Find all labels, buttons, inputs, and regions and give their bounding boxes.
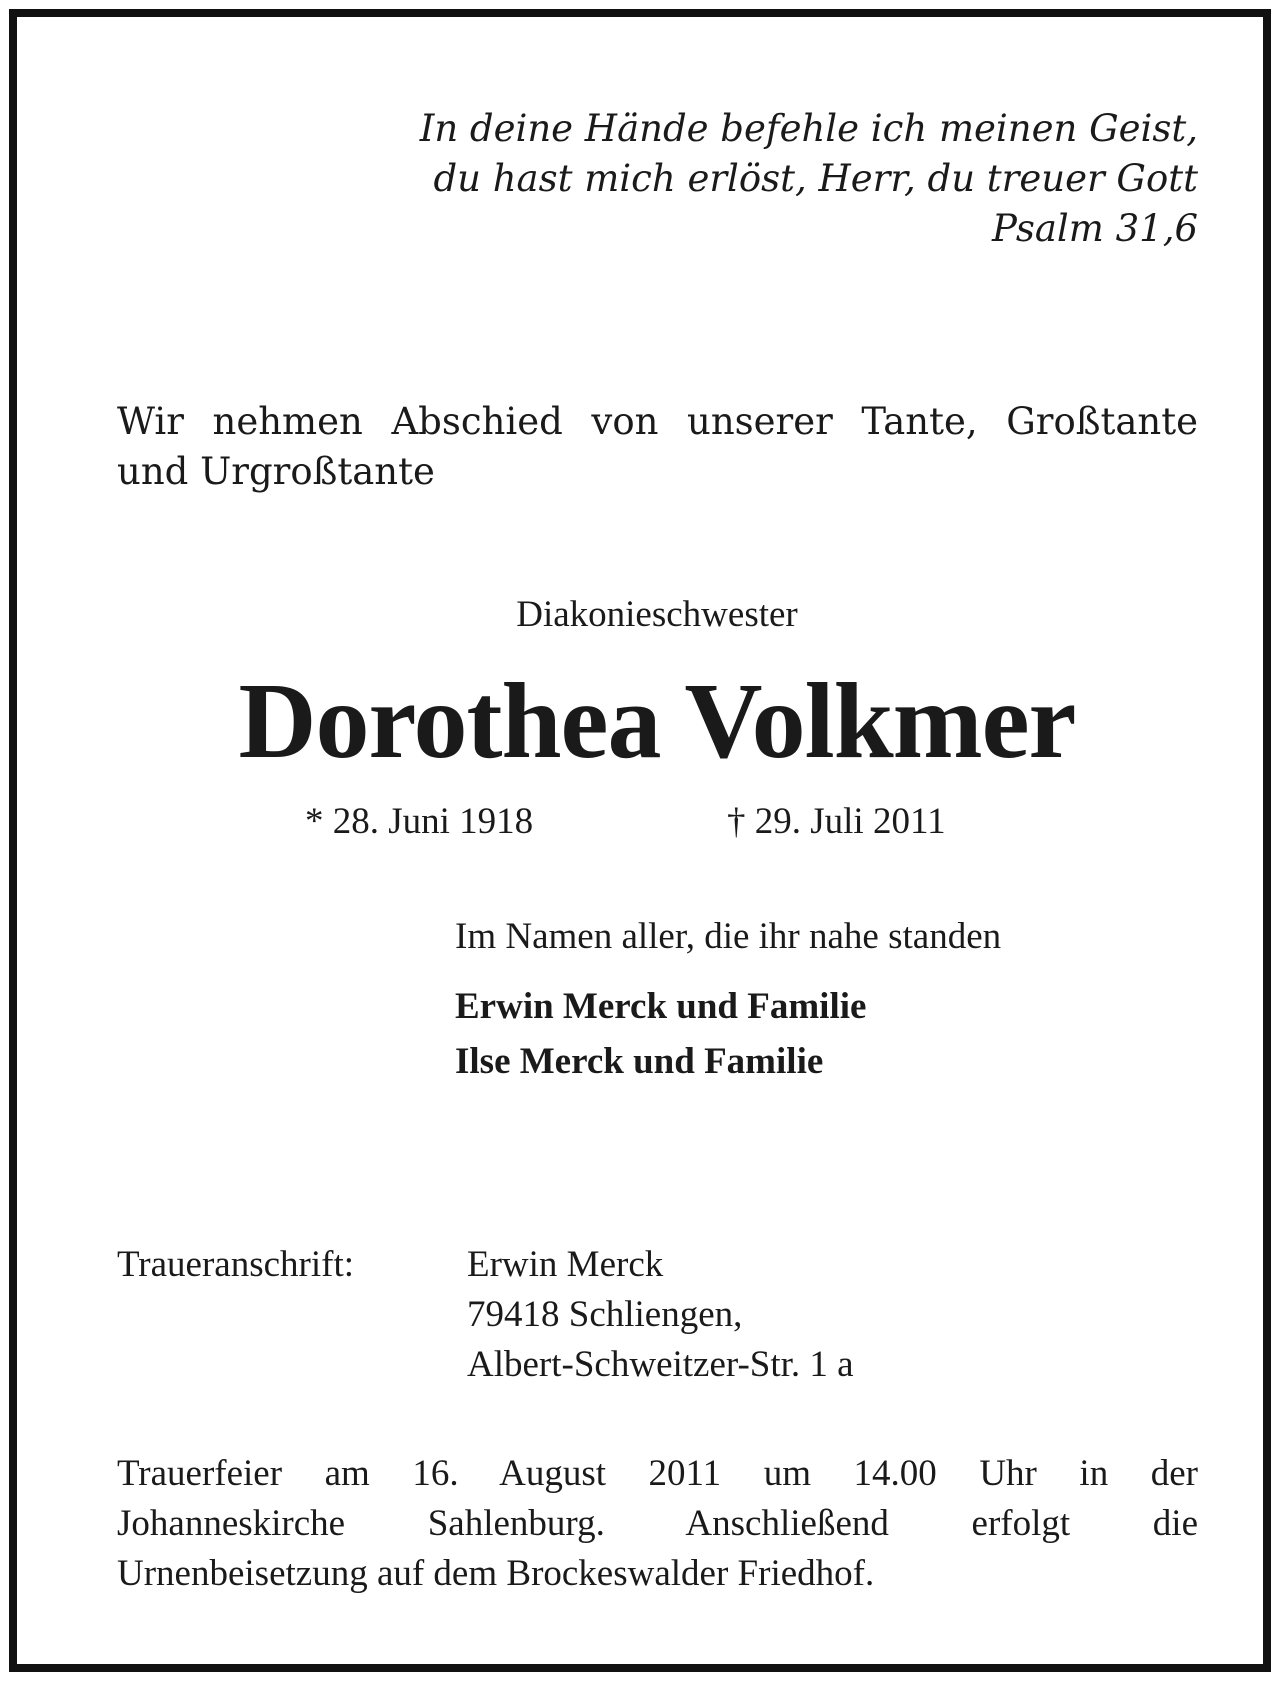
ceremony-line: Johanneskirche Sahlenburg. Anschließend erfolgt die: [117, 1503, 1198, 1544]
verse-line: du hast mich erlöst, Herr, du treuer Gott: [433, 157, 1198, 200]
address-line: Albert-Schweitzer-Str. 1 a: [467, 1344, 854, 1385]
mourner-families: [455, 979, 866, 1089]
bible-verse: [17, 104, 1198, 254]
address-line: Erwin Merck: [467, 1244, 664, 1285]
birth-date: * 28. Juni 1918: [305, 801, 534, 842]
mourners-intro: Im Namen aller, die ihr nahe standen: [455, 916, 1002, 957]
family-name: Ilse Merck und Familie: [455, 1041, 824, 1082]
mourning-address: [467, 1240, 854, 1390]
intro-line: und Urgroßtante: [117, 450, 435, 493]
ceremony-line: Urnenbeisetzung auf dem Brockeswalder Friedhof.: [117, 1553, 875, 1594]
funeral-ceremony-info: [117, 1449, 1198, 1599]
death-date: † 29. Juli 2011: [727, 801, 946, 842]
intro-line: Wir nehmen Abschied von unserer Tante, Großtante: [117, 400, 1198, 443]
family-name: Erwin Merck und Familie: [455, 986, 867, 1027]
address-label: Traueranschrift:: [117, 1244, 355, 1285]
address-line: 79418 Schliengen,: [467, 1294, 743, 1335]
verse-reference: Psalm 31,6: [991, 207, 1198, 250]
ceremony-line: Trauerfeier am 16. August 2011 um 14.00 Uhr in der: [117, 1453, 1198, 1494]
deceased-title: Diakonieschwester: [516, 594, 798, 635]
verse-line: In deine Hände befehle ich meinen Geist,: [419, 107, 1198, 150]
farewell-intro: [117, 397, 1198, 497]
obituary-frame: [9, 9, 1271, 1672]
deceased-name: Dorothea Volkmer: [238, 662, 1076, 781]
